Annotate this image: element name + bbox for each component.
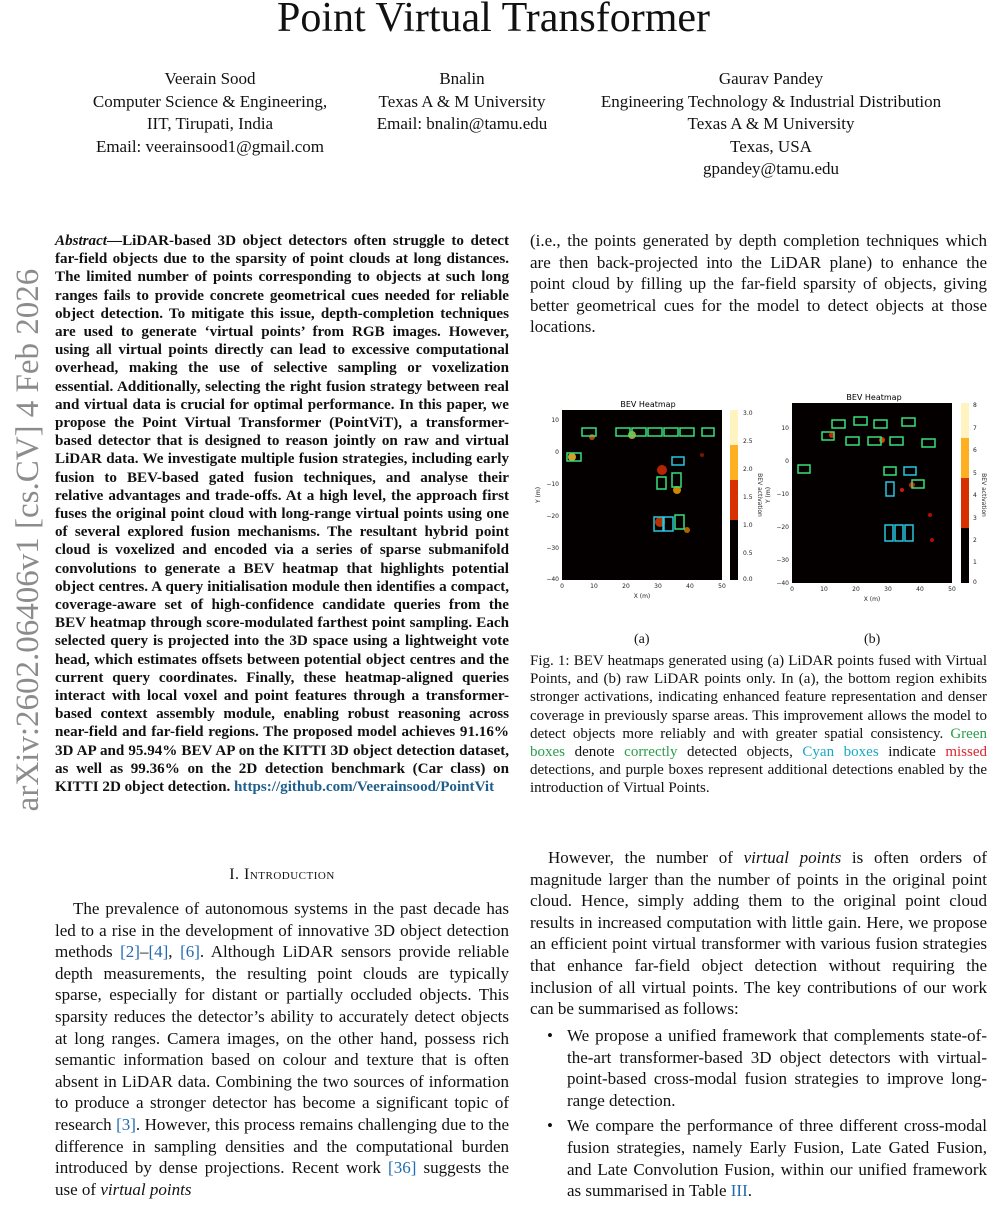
intro-text: – [139, 942, 149, 962]
arxiv-stamp: arXiv:2602.06406v1 [cs.CV] 4 Feb 2026 [10, 268, 46, 812]
contribution-item [547, 1025, 987, 1111]
section-title: Introduction [244, 866, 335, 883]
body-text: However, the number of [548, 848, 744, 867]
y-tick: 0 [785, 458, 789, 465]
colorbar-low [730, 480, 738, 520]
author-name: Bnalin [439, 69, 485, 88]
colorbar-high [730, 410, 738, 445]
caption-missed: missed [945, 744, 987, 761]
caption-text: detections, and purple boxes represent additional detections enabled by the introduction of Virtual Points. [530, 762, 987, 797]
contribution-text: We propose a unified framework that complements state-of-the-art transformer-based 3D object detectors with virtual-point-based cross-modal fusion strategies to improve long-range detection. [567, 1026, 987, 1110]
x-tick: 0 [790, 586, 794, 593]
y-tick: −10 [776, 491, 789, 498]
caption-text: detected objects, [677, 744, 803, 761]
colorbar-tick: 0.0 [743, 576, 753, 583]
bev-heatmap-figure-b [762, 390, 987, 605]
contributions-list [547, 1025, 987, 1206]
paper-title: Point Virtual Transformer [276, 0, 711, 41]
bev-heatmap-figure-a [532, 395, 762, 605]
intro-emphasis: virtual points [100, 1179, 192, 1199]
author-affiliation: Texas A & M University [687, 114, 855, 133]
colorbar-tick: 3.0 [743, 410, 753, 417]
github-link[interactable]: https://github.com/Veerainsood/PointVit [234, 779, 495, 796]
y-tick: 10 [551, 417, 559, 424]
section-heading [55, 866, 509, 884]
colorbar-tick: 0 [973, 579, 977, 586]
figure-caption [530, 652, 987, 798]
abstract [55, 232, 509, 796]
x-axis-label: X (m) [863, 596, 881, 603]
caption-text: Fig. 1: BEV heatmaps generated using (a) LiDAR points fused with Virtual Points, and (b) raw LiDAR points only. In (a), the bottom region exhibits stronger activations, indicating enhanced feature representation and denser coverage in previously sparse areas. This improvement allows the model to detect objects more reliably and with greater spatial consistency. [530, 653, 987, 742]
right-column-paragraph [530, 847, 987, 1020]
citation-link[interactable]: [3] [116, 1114, 136, 1134]
citation-link[interactable]: [6] [180, 942, 200, 962]
colorbar-tick: 4 [973, 492, 977, 499]
citation-link[interactable]: [36] [388, 1158, 417, 1178]
y-tick: −30 [546, 545, 559, 552]
intro-text: The prevalence of autonomous systems in the past decade has led to a rise in the development of innovative 3D object detection methods [55, 899, 509, 962]
colorbar-tick: 3 [973, 515, 977, 522]
colorbar-tick: 5 [973, 470, 977, 477]
y-axis-label: Y (m) [765, 486, 772, 504]
x-tick: 50 [718, 583, 726, 590]
author-affiliation: Computer Science & Engineering, [92, 91, 328, 111]
author-email: Email: bnalin@tamu.edu [376, 114, 548, 133]
x-tick: 30 [884, 586, 892, 593]
x-tick: 40 [686, 583, 694, 590]
x-tick: 10 [590, 583, 598, 590]
x-axis-label: X (m) [633, 593, 651, 600]
author-block-2 [362, 68, 562, 136]
citation-link[interactable]: [4] [148, 942, 169, 962]
abstract-body: —LiDAR-based 3D object detectors often struggle to detect far-field objects due to the sparsity of point clouds at long distances. The limited number of points corresponding to objects at such long ranges fails to provide concrete geometrical cues needed for reliable object detection. To mitigate this issue, depth-completion techniques are used to generate ‘virtual points’ from RGB images. However, using all virtual points directly can lead to excessive computational overhead, making the use of selective sampling or voxelization essential. Additionally, selecting the right fusion strategy between real and virtual data is crucial for optimal performance. In this paper, we propose the Point Virtual Transformer (PointViT), a transformer-based detector that is designed to reason jointly on raw and virtual LiDAR data. We investigate multiple fusion strategies, including early fusion to BEV-based gated fusion techniques, and analyse their relative advantages and trade-offs. At a high level, the approach first fuses the original point cloud with long-range virtual points using one of several explored fusion mechanisms. The resultant hybrid point cloud is voxelized and encoded via a series of sparse submanifold convolutions to generate a BEV heatmap that highlights potential object centres. A query initialisation module then identifies a compact, coverage-aware set of high-confidence candidate queries from the BEV heatmap through score-modulated farthest point sampling. Each selected query is projected into the 3D space using a lightweight vote head, which estimates offsets between potential object centres and the current query coordinates. Finally, these heatmap-aligned queries interact with local voxel and point features through a transformer-based context assembly module, enabling robust reasoning across near-field and far-field regions. The proposed model achieves 91.16% 3D AP and 95.94% BEV AP on the KITTI 3D object detection dataset, as well as 99.36% on the 2D detection benchmark (Car class) on KITTI 2D object detection. [55, 233, 509, 796]
x-tick: 40 [916, 586, 924, 593]
colorbar-tick: 1 [973, 559, 977, 566]
caption-text: denote [565, 744, 625, 761]
caption-correctly: correctly [624, 744, 678, 761]
y-tick: 0 [555, 449, 559, 456]
y-tick: −30 [776, 557, 789, 564]
author-affiliation: IIT, Tirupati, India [146, 114, 274, 133]
y-tick: −10 [546, 481, 559, 488]
colorbar-label: BEV activation [980, 473, 987, 517]
caption-green-boxes: Green boxes [530, 725, 987, 761]
x-tick: 0 [560, 583, 564, 590]
author-email: gpandey@tamu.edu [702, 159, 840, 178]
caption-text: indicate [878, 744, 946, 761]
body-text: is often orders of magnitude larger than the number of points in the original point cloud. Hence, simply adding them to the original point cloud results in increased computation with little gain. Here, we propose an efficient point virtual transformer with various fusion strategies that enhance far-field object detection without requiring the inclusion of all virtual points. The key contributions of our work can be summarised as follows: [530, 848, 987, 1019]
intro-text: . However, this process remains challenging due to the difference in sampling densities and the computational burden introduced by dense projections. Recent work [55, 1114, 509, 1178]
author-block-3 [576, 68, 966, 181]
colorbar-tick: 2.0 [743, 466, 753, 473]
body-emphasis: virtual points [743, 848, 842, 867]
colorbar-tick: 7 [973, 425, 977, 432]
x-tick: 20 [622, 583, 630, 590]
contribution-text: . [747, 1181, 752, 1201]
y-tick: 10 [781, 425, 789, 432]
subfigure-label-b: (b) [864, 632, 881, 647]
y-tick: −40 [776, 580, 789, 587]
section-number: I. [229, 866, 240, 883]
colorbar-tick: 6 [973, 447, 977, 454]
x-tick: 50 [948, 586, 956, 593]
author-location: Texas, USA [730, 136, 812, 156]
figure-title: BEV Heatmap [620, 400, 676, 409]
contribution-text: We compare the performance of three different cross-modal fusion strategies, namely Early Fusion, Late Gated Fusion, and Late Convolution Fusion, within our unified framework as summarised in Table [567, 1116, 987, 1201]
x-tick: 20 [852, 586, 860, 593]
citation-link[interactable]: [2] [120, 942, 140, 962]
abstract-lead: Abstract [55, 233, 107, 249]
intro-text: . Although LiDAR sensors provide reliable depth measurements, the resulting point clouds are typically sparse, especially for distant or partially occluded objects. This sparsity reduces the detector’s ability to accurately detect objects at long ranges. Camera images, on the other hand, possess rich semantic information based on colour and texture that is often absent in LiDAR data. Combining the two sources of information to produce a stronger detector has become a significant topic of research [55, 942, 510, 1134]
colorbar-mid [961, 438, 969, 478]
colorbar-tick: 1.0 [743, 522, 753, 529]
author-email: Email: veerainsood1@gmail.com [95, 136, 325, 156]
contribution-item [547, 1115, 987, 1201]
table-ref-link[interactable]: III [730, 1181, 748, 1201]
colorbar-high [961, 403, 969, 438]
author-name: Veerain Sood [164, 69, 256, 88]
heatmap-plot-area [792, 403, 952, 583]
subfigure-label-a: (a) [634, 632, 650, 647]
author-block-1 [50, 68, 370, 158]
figure-title: BEV Heatmap [846, 393, 902, 402]
intro-text: , [168, 942, 181, 962]
colorbar-tick: 2.5 [743, 438, 753, 445]
intro-paragraph [55, 898, 509, 1200]
colorbar-low [961, 478, 969, 528]
colorbar-label: BEV activation [756, 473, 763, 517]
colorbar-tick: 2 [973, 537, 977, 544]
caption-cyan-boxes: Cyan boxes [802, 744, 879, 761]
y-tick: −20 [776, 524, 789, 531]
intro-text: suggests the use of [55, 1158, 509, 1199]
colorbar-tick: 0.5 [743, 550, 753, 557]
x-tick: 30 [654, 583, 662, 590]
y-tick: −40 [546, 576, 559, 583]
author-name: Gaurav Pandey [718, 69, 824, 88]
author-affiliation: Texas A & M University [378, 91, 546, 111]
colorbar-mid [730, 445, 738, 480]
colorbar-tick: 8 [973, 402, 977, 409]
colorbar-tick: 1.5 [743, 494, 753, 501]
x-tick: 10 [820, 586, 828, 593]
y-axis-label: Y (m) [535, 486, 542, 504]
y-tick: −20 [546, 513, 559, 520]
author-affiliation: Engineering Technology & Industrial Distribution [600, 91, 942, 111]
right-column-top-paragraph: (i.e., the points generated by depth completion techniques which are then back-projected into the LiDAR plane) to enhance the point cloud by filling up the far-field sparsity of objects, giving better geometrical cues for the model to detect objects at those locations. [530, 231, 987, 337]
